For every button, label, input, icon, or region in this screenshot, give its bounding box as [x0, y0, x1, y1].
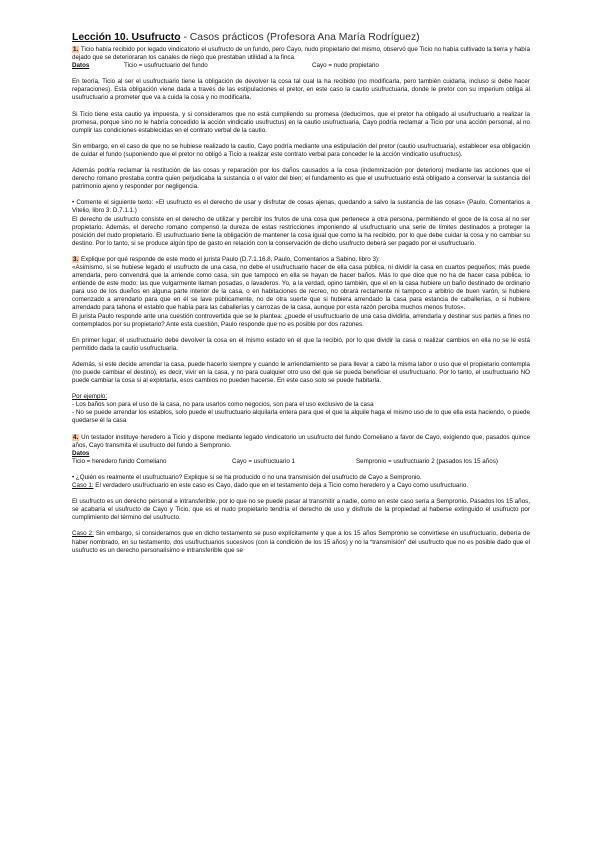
- case3-text: Explique por qué responde de este modo el jurista Paulo (D.7.1.16.8, Paulo, Comentarios a Sabino, libro 3):: [79, 255, 380, 263]
- datos-item: Sempronio = usufructuario 2 (pasados los 15 años): [356, 457, 498, 465]
- document-page: [72, 32, 530, 555]
- example-item: - No se puede arrendar los establos, solo puede el usufructuario alquilarla entera para que el que la alquile haga el mismo uso de lo que ella esta haciendo, o puede quedarse él la casa: [72, 409, 530, 425]
- datos-item: Cayo = usufructuario 1: [232, 457, 296, 465]
- case4-statement: [72, 434, 530, 450]
- datos-label: Datos: [72, 449, 90, 457]
- document-title: [72, 32, 530, 44]
- datos-label: Datos: [72, 62, 90, 70]
- paragraph: Además podría reclamar la restitución de las cosas y reparación por los daños causados a la cosa (indemnización por deterioro) mediante las acciones que el derecho romano prestaba contra quien perjudicaba la sustancia o el valor del bien; el fundamento es que el usufructuario está obligado a conservar la sustancia del patrimonio ajeno y responder por negligencia.: [72, 167, 530, 191]
- caso1-text: El verdadero usufructuario en este caso es Cayo, dado que en el testamento deja a Ticio como heredero y a Cayo como usufructuario.: [93, 482, 469, 490]
- caso1-paragraph: [72, 482, 530, 490]
- datos-item: Ticio = usufructuario del fundo: [124, 62, 208, 70]
- case1-datos: [72, 62, 530, 70]
- lesson-subtitle: - Casos prácticos (Profesora Ana María Rodríguez): [180, 32, 420, 43]
- case-number: 4.: [73, 433, 79, 441]
- case1-text: Ticio había recibido por legado vindicatorio el usufructo de un fundo, pero Cayo, nudo propietario del mismo, observó que Ticio no había cultivado la tierra y había dejado que se deterioraran los canales de riego que prestaban utilidad a la finca.: [72, 46, 530, 62]
- case-number: 1.: [73, 46, 79, 53]
- example-label: Por ejemplo:: [72, 393, 108, 401]
- example-item: - Los baños son para el uso de la casa, no para usarlos como negocios, son para el uso exclusivo de la casa: [72, 401, 374, 409]
- caso-label: Caso 1:: [72, 482, 94, 490]
- paragraph: En teoría, Ticio al ser el usufructuario tiene la obligación de devolver la cosa tal cual la ha recibido (no modificarla, pero también cuidarla, incluso si debe hacer reparaciones). Esta obligación viene dada a través de las estipulaciones el pretor, en este caso la cautio usufructuaria, donde le pretor con su imperium obliga al usufructuario a prometer que va a cuida la cosa y no modificarla.: [72, 78, 530, 102]
- datos-item: Ticio = heredero fundo Corneliano: [72, 457, 167, 465]
- caso2-text: Sin embargo, si consideramos que en dicho testamento se puso explícitamente y que a los 15 años Sempronio se convirtiese en usufructuario, debería de haber nombrado, en su testamento, dos usufructuarios sucesivos (con la condición de los 15 años) y no la “transmisión” del usufructo que no es posible dado que el usufructo es un derecho personalísimo e intransferible que se: [72, 530, 530, 554]
- caso-label: Caso 2:: [72, 530, 94, 538]
- caso2-paragraph: [72, 530, 530, 554]
- paragraph: El jurista Paulo responde ante una cuestión controvertida que se le plantea: ¿puede el usufructuario de una casa dividirla, arrendarla y destinar sus partes a fines no contemplados por su propietario? Ante esta cuestión, Paulo responde que no es posible por dos razones.: [72, 312, 530, 328]
- lesson-title: Lección 10. Usufructo: [72, 32, 181, 43]
- paragraph: En primer lugar, el usufructuario debe devolver la cosa en el mismo estado en el que la recibió, por lo que dividir la casa o realizar cambios en ella no se le está permitido dada la cautio usufructuaria.: [72, 336, 530, 352]
- paragraph: Sin embargo, en el caso de que no se hubiese realizado la cautio, Cayo podría mediante una estipulación del pretor (cautio usufructuaria), establecer esa obligación de cuidar el fundo (suponiendo que el pretor no obligó a Ticio a realizar este contrato verbal para conceder le la acción vindicatio usufructus).: [72, 142, 530, 158]
- case3-statement: [72, 256, 530, 264]
- case4-datos: [72, 458, 530, 466]
- case4-text: Un testador instituye heredero a Ticio y dispone mediante legado vindicatorio un usufructo del fundo Corneliano a favor de Cayo, exigiendo que, pasados quince años, Cayo transmita el usufructo del fundo a Sempronio.: [72, 433, 530, 449]
- paragraph: Si Ticio tiene esta cautio ya impuesta, y si consideramos que no está cumpliendo su promesa (deducimos, que el pretor ha obligado al usufructuario a realizar la promesa, porque sino no le habría concedido la acción vindicatio usufructus) en la cautio usufructuaria, Cayo podría reclamar a Ticio por una acción personal, al no cumplir las condiciones establecidas en el contrato verbal de la cautio.: [72, 110, 530, 134]
- case-number: 3.: [73, 255, 79, 263]
- quote-paulo: «Asimismo, si se hubiese legado el usufructo de una casa, no debe el usufructuario hacer de ella casa pública, ni dividir la casa en cuartos pequeños; más puede arrendarla, pero convendrá que la arriende como casa, sin que tampoco en ella se hayan de hacer baños. Más lo que dice que no ha de hacer casa pública, lo entiende de este modo: las que vulgarmente llaman posadas, o lavaderos. Yo, a la verdad, opino también, que el en la casa hubiere un baño destinado de ordinario para uso de los dueños en alguna parte interior de la casa, o en habitaciones de recreo, no obrará rectamente ni tampoco a arbitrio de buen varón, si hubiere comenzado a arrendarlo para que en él se lave públicamente, no de otra suerte que si hubiera arrendado la casa para estancia de caballerías, o si hubiere arrendado para tahona el establo que había para las caballerías y carrozas de la casa, aunque por esta razón perciba muchos menos frutos».: [72, 263, 530, 312]
- case1-statement: [72, 46, 530, 62]
- case4-question: • ¿Quién es realmente el usufructuario? Explique si se ha producido o no una transmisión del usufructo de Cayo a Sempronio.: [72, 473, 422, 481]
- paragraph: El usufructo es un derecho personal e intransferible, por lo que no se puede pasar al transmitir a nadie, como en este caso sería a Sempronio. Pasados los 15 años, se acabaría el usufructo de Cayo y Ticio, que es el nudo propietario tendría el derecho de uso y disfrute de la propiedad al haberse extinguido el usufructo por cumplimiento del término del usufructo.: [72, 498, 530, 522]
- case2-question: • Comente el siguiente texto: «El usufructo es el derecho de usar y disfrutar de cosas ajenas, quedando a salvo la sustancia de las cosas» (Paulo, Comentarios a Vitelio, libro 3: D.7.1.1.): [72, 199, 530, 215]
- paragraph: Además, si este decide arrendar la casa, puede hacerlo siempre y cuando le arriendamiento se para llevar a cabo la misma labor o uso que el propietario contempla (no puede cambiar el destino), es decir, vivir en la casa, y no para cualquier otro uso del que se pueda beneficiar el usufructuario. Por lo tanto, el usufructuario NO puede cambiar la cosa si al explotarla, esos cambios no pueden hacerse. En este caso solo se puede habitarla.: [72, 360, 530, 385]
- paragraph: El derecho de usufructo consiste en el derecho de utilizar y percibir los frutos de una cosa que pertenece a otra persona, permitiendo el goce de la cosa al no ser propietario. Además, el derecho romano compensó la dureza de estas restricciones imponiendo al usufructuario una serie de límites destinados a proteger la posición del nudo propietario. El usufructuario tiene la obligación de mantener la cosa igual que como la ha recibido, por lo que debe cuidar la cosa y no cambiar su destino. Por lo tanto, si se produce algún tipo de gasto en relación con la conservación de dicho usufructo deberá ser pagado por el usufructuario.: [72, 215, 530, 247]
- datos-item: Cayo = nudo propietario: [312, 62, 379, 70]
